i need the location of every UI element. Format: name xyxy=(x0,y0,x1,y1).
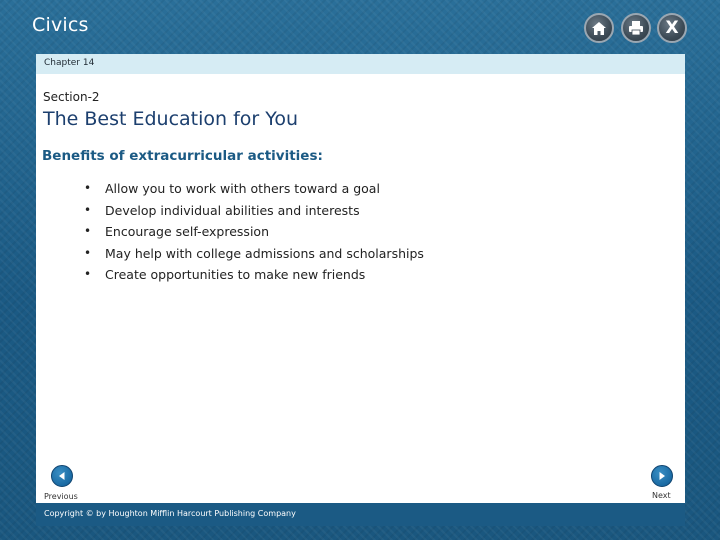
bullet-item xyxy=(84,243,424,265)
print-button[interactable] xyxy=(621,13,651,43)
slide-subtitle: Benefits of extracurricular activities: xyxy=(42,148,323,164)
bullet-list xyxy=(84,178,424,286)
previous-button[interactable] xyxy=(51,465,73,487)
app-title: Civics xyxy=(32,14,89,36)
bullet-item xyxy=(84,221,424,243)
bullet-item xyxy=(84,200,424,222)
bullet-text: May help with college admissions and scholarships xyxy=(105,245,424,261)
bullet-dot: • xyxy=(84,267,92,281)
arrow-left-icon xyxy=(57,471,67,481)
bullet-dot: • xyxy=(84,202,92,217)
close-icon: X xyxy=(665,17,679,38)
slide-title: The Best Education for You xyxy=(43,108,299,130)
copyright-text: Copyright © by Houghton Mifflin Harcourt Publishing Company xyxy=(44,509,296,518)
bullet-item xyxy=(84,264,424,286)
footer-bar xyxy=(36,503,685,526)
home-icon xyxy=(591,21,607,36)
previous-label[interactable]: Previous xyxy=(44,492,78,501)
print-icon xyxy=(628,20,644,36)
bullet-dot: • xyxy=(84,181,92,195)
arrow-right-icon xyxy=(657,471,667,481)
section-label: Section-2 xyxy=(43,90,100,104)
bullet-dot: • xyxy=(84,224,92,238)
bullet-text: Create opportunities to make new friends xyxy=(105,267,366,282)
bullet-text: Encourage self-expression xyxy=(105,224,269,239)
next-label[interactable]: Next xyxy=(652,491,671,500)
chapter-bar xyxy=(36,54,685,74)
close-button[interactable] xyxy=(657,13,687,43)
bullet-text: Allow you to work with others toward a goal xyxy=(105,181,380,196)
home-button[interactable] xyxy=(584,13,614,43)
slide-content xyxy=(36,74,685,503)
next-button[interactable] xyxy=(651,465,673,487)
bullet-dot: • xyxy=(84,245,92,260)
bullet-text: Develop individual abilities and interests xyxy=(105,202,360,218)
chapter-label: Chapter 14 xyxy=(44,58,95,68)
bullet-item xyxy=(84,178,424,200)
